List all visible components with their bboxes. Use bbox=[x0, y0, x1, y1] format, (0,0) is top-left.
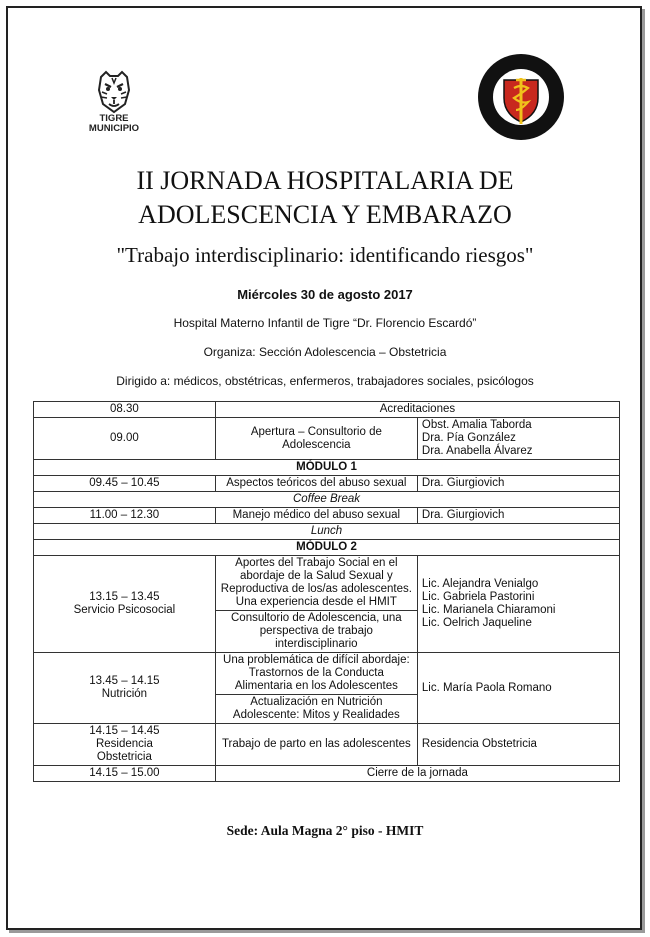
time-cell: 14.15 – 15.00 bbox=[34, 766, 216, 782]
speaker-cell: Residencia Obstetricia bbox=[417, 724, 619, 766]
activity-cell: Aspectos teóricos del abuso sexual bbox=[215, 476, 417, 492]
event-date: Miércoles 30 de agosto 2017 bbox=[237, 287, 413, 302]
table-row bbox=[34, 402, 620, 418]
time-range: 14.15 – 14.45 bbox=[89, 725, 160, 737]
time-cell: 08.30 bbox=[34, 402, 216, 418]
time-cell: 09.45 – 10.45 bbox=[34, 476, 216, 492]
table-row bbox=[34, 556, 620, 611]
time-cell: 09.00 bbox=[34, 418, 216, 460]
table-row bbox=[34, 418, 620, 460]
table-row bbox=[34, 766, 620, 782]
table-row bbox=[34, 653, 620, 695]
time-cell bbox=[34, 556, 216, 653]
table-row bbox=[34, 724, 620, 766]
speaker-name: Lic. Alejandra Venialgo bbox=[421, 578, 539, 590]
tigre-logo-line2: MUNICIPIO bbox=[88, 123, 140, 134]
area-name: Nutrición bbox=[101, 688, 148, 700]
speaker-name: Dra. Pía González bbox=[421, 432, 516, 444]
speaker-name: Lic. Marianela Chiaramoni bbox=[421, 604, 556, 616]
speaker-cell: Dra. Giurgiovich bbox=[417, 476, 619, 492]
time-range: 13.15 – 13.45 bbox=[89, 591, 160, 603]
venue-footer: Sede: Aula Magna 2° piso - HMIT bbox=[226, 823, 424, 838]
speaker-name: Lic. Gabriela Pastorini bbox=[421, 591, 535, 603]
table-row bbox=[34, 460, 620, 476]
event-venue: Hospital Materno Infantil de Tigre “Dr. Florencio Escardó” bbox=[173, 316, 477, 330]
area-name: Servicio Psicosocial bbox=[73, 604, 176, 616]
time-cell: 11.00 – 12.30 bbox=[34, 508, 216, 524]
module-heading: MÓDULO 2 bbox=[34, 540, 620, 556]
activity-cell: Apertura – Consultorio de Adolescencia bbox=[215, 418, 417, 460]
activity-cell: Trabajo de parto en las adolescentes bbox=[215, 724, 417, 766]
table-row bbox=[34, 476, 620, 492]
module-heading: MÓDULO 1 bbox=[34, 460, 620, 476]
activity-cell: Actualización en Nutrición Adolescente: Mitos y Realidades bbox=[215, 695, 417, 724]
event-audience: Dirigido a: médicos, obstétricas, enfermeros, trabajadores sociales, psicólogos bbox=[116, 374, 534, 388]
speaker-name: Dra. Anabella Álvarez bbox=[421, 445, 533, 457]
tigre-logo-line1: TIGRE bbox=[99, 113, 129, 124]
area-name-line2: Obstetricia bbox=[96, 751, 152, 763]
event-title-line1: II JORNADA HOSPITALARIA DE bbox=[136, 166, 514, 195]
activity-cell: Consultorio de Adolescencia, una perspectiva de trabajo interdisciplinario bbox=[215, 611, 417, 653]
tigre-municipio-logo bbox=[84, 70, 144, 134]
speaker-cell: Lic. María Paola Romano bbox=[417, 653, 619, 724]
speakers-cell bbox=[417, 556, 619, 653]
program-table bbox=[33, 401, 620, 782]
table-row bbox=[34, 540, 620, 556]
break-cell: Coffee Break bbox=[34, 492, 620, 508]
tiger-head-icon bbox=[96, 70, 132, 114]
time-cell bbox=[34, 724, 216, 766]
speaker-name: Obst. Amalia Taborda bbox=[421, 419, 532, 431]
speaker-cell: Dra. Giurgiovich bbox=[417, 508, 619, 524]
area-name-line1: Residencia bbox=[95, 738, 153, 750]
hospital-seal-logo bbox=[476, 52, 566, 142]
table-row bbox=[34, 492, 620, 508]
speaker-name: Lic. Oelrich Jaqueline bbox=[421, 617, 532, 629]
table-row bbox=[34, 508, 620, 524]
event-title-line2: ADOLESCENCIA Y EMBARAZO bbox=[138, 200, 512, 229]
speakers-cell bbox=[417, 418, 619, 460]
activity-cell: Manejo médico del abuso sexual bbox=[215, 508, 417, 524]
time-cell bbox=[34, 653, 216, 724]
table-row bbox=[34, 524, 620, 540]
event-organizer: Organiza: Sección Adolescencia – Obstetricia bbox=[203, 345, 447, 359]
activity-cell: Acreditaciones bbox=[215, 402, 619, 418]
activity-cell: Cierre de la jornada bbox=[215, 766, 619, 782]
activity-cell: Aportes del Trabajo Social en el abordaje de la Salud Sexual y Reproductiva de los/as adolescentes. Una experiencia desde el HMIT bbox=[215, 556, 417, 611]
break-cell: Lunch bbox=[34, 524, 620, 540]
event-subtitle: "Trabajo interdisciplinario: identificando riesgos" bbox=[116, 243, 534, 267]
time-range: 13.45 – 14.15 bbox=[89, 675, 160, 687]
activity-cell: Una problemática de difícil abordaje: Trastornos de la Conducta Alimentaria en los Adolescentes bbox=[215, 653, 417, 695]
